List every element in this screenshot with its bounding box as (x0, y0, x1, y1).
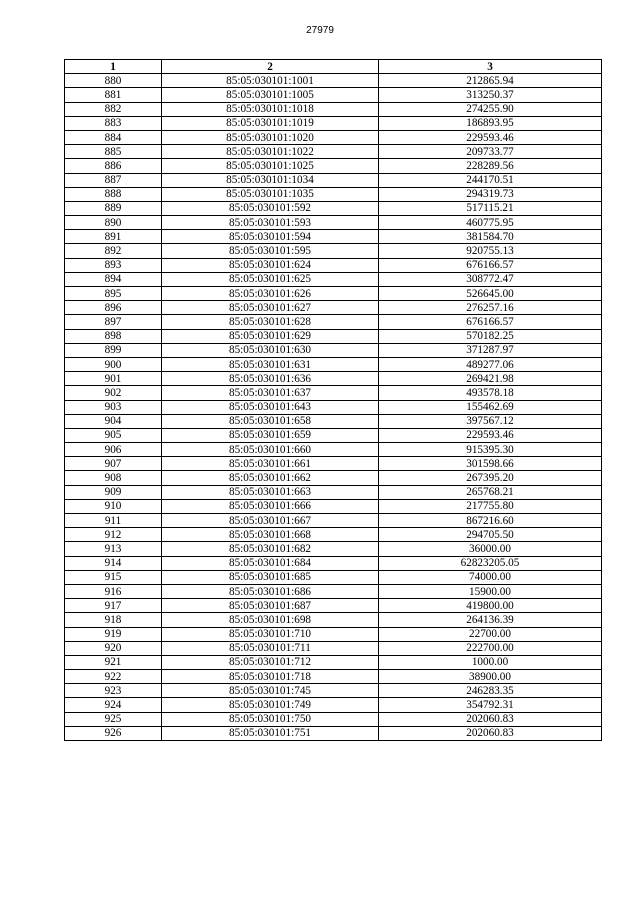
table-row (65, 244, 602, 258)
table-row (65, 145, 602, 159)
row-number-cell: 906 (65, 443, 162, 457)
cadastral-value-cell: 676166.57 (379, 315, 602, 329)
cadastral-number-cell: 85:05:030101:749 (162, 698, 379, 712)
cadastral-number-cell: 85:05:030101:712 (162, 655, 379, 669)
cadastral-value-cell: 570182.25 (379, 329, 602, 343)
cadastral-value-cell: 371287.97 (379, 343, 602, 357)
cadastral-value-cell: 397567.12 (379, 414, 602, 428)
cadastral-value-cell: 209733.77 (379, 145, 602, 159)
table-row (65, 542, 602, 556)
cadastral-number-cell: 85:05:030101:626 (162, 287, 379, 301)
cadastral-number-cell: 85:05:030101:662 (162, 471, 379, 485)
table-row (65, 386, 602, 400)
cadastral-number-cell: 85:05:030101:663 (162, 485, 379, 499)
row-number-cell: 894 (65, 272, 162, 286)
cadastral-value-cell: 867216.60 (379, 514, 602, 528)
cadastral-value-cell: 419800.00 (379, 599, 602, 613)
column-header-1: 1 (65, 60, 162, 74)
cadastral-value-cell: 229593.46 (379, 428, 602, 442)
table-row (65, 471, 602, 485)
cadastral-value-cell: 265768.21 (379, 485, 602, 499)
cadastral-number-cell: 85:05:030101:682 (162, 542, 379, 556)
cadastral-value-table (64, 59, 602, 741)
cadastral-number-cell: 85:05:030101:1019 (162, 116, 379, 130)
cadastral-value-cell: 202060.83 (379, 726, 602, 740)
table-row (65, 684, 602, 698)
cadastral-number-cell: 85:05:030101:661 (162, 457, 379, 471)
table-row (65, 102, 602, 116)
cadastral-value-cell: 920755.13 (379, 244, 602, 258)
row-number-cell: 912 (65, 528, 162, 542)
cadastral-number-cell: 85:05:030101:685 (162, 570, 379, 584)
row-number-cell: 881 (65, 88, 162, 102)
cadastral-number-cell: 85:05:030101:629 (162, 329, 379, 343)
table-row (65, 556, 602, 570)
cadastral-number-cell: 85:05:030101:1034 (162, 173, 379, 187)
table-row (65, 187, 602, 201)
cadastral-value-cell: 301598.66 (379, 457, 602, 471)
row-number-cell: 891 (65, 230, 162, 244)
cadastral-number-cell: 85:05:030101:1022 (162, 145, 379, 159)
row-number-cell: 918 (65, 613, 162, 627)
row-number-cell: 888 (65, 187, 162, 201)
row-number-cell: 911 (65, 514, 162, 528)
cadastral-value-cell: 202060.83 (379, 712, 602, 726)
table-row (65, 499, 602, 513)
row-number-cell: 913 (65, 542, 162, 556)
cadastral-value-cell: 229593.46 (379, 130, 602, 144)
row-number-cell: 892 (65, 244, 162, 258)
cadastral-value-cell: 22700.00 (379, 627, 602, 641)
table-row (65, 343, 602, 357)
table-row (65, 400, 602, 414)
cadastral-value-cell: 62823205.05 (379, 556, 602, 570)
table-row (65, 514, 602, 528)
table-row (65, 329, 602, 343)
cadastral-number-cell: 85:05:030101:659 (162, 428, 379, 442)
cadastral-value-cell: 489277.06 (379, 357, 602, 371)
table-body (65, 74, 602, 741)
cadastral-value-cell: 228289.56 (379, 159, 602, 173)
row-number-cell: 895 (65, 287, 162, 301)
cadastral-value-cell: 244170.51 (379, 173, 602, 187)
cadastral-value-cell: 269421.98 (379, 372, 602, 386)
table-row (65, 584, 602, 598)
cadastral-number-cell: 85:05:030101:628 (162, 315, 379, 329)
table-row (65, 372, 602, 386)
cadastral-number-cell: 85:05:030101:710 (162, 627, 379, 641)
table-row (65, 712, 602, 726)
cadastral-value-cell: 264136.39 (379, 613, 602, 627)
column-header-3: 3 (379, 60, 602, 74)
row-number-cell: 902 (65, 386, 162, 400)
table-row (65, 216, 602, 230)
table-row (65, 698, 602, 712)
cadastral-value-cell: 354792.31 (379, 698, 602, 712)
cadastral-value-cell: 74000.00 (379, 570, 602, 584)
row-number-cell: 889 (65, 201, 162, 215)
cadastral-value-cell: 36000.00 (379, 542, 602, 556)
cadastral-number-cell: 85:05:030101:1018 (162, 102, 379, 116)
row-number-cell: 886 (65, 159, 162, 173)
row-number-cell: 917 (65, 599, 162, 613)
cadastral-number-cell: 85:05:030101:698 (162, 613, 379, 627)
row-number-cell: 900 (65, 357, 162, 371)
row-number-cell: 901 (65, 372, 162, 386)
cadastral-number-cell: 85:05:030101:750 (162, 712, 379, 726)
table-row (65, 443, 602, 457)
cadastral-number-cell: 85:05:030101:711 (162, 641, 379, 655)
row-number-cell: 883 (65, 116, 162, 130)
table-row (65, 528, 602, 542)
cadastral-number-cell: 85:05:030101:594 (162, 230, 379, 244)
table-row (65, 457, 602, 471)
row-number-cell: 921 (65, 655, 162, 669)
cadastral-value-cell: 276257.16 (379, 301, 602, 315)
page-number: 27979 (306, 25, 334, 36)
cadastral-value-cell: 212865.94 (379, 74, 602, 88)
cadastral-number-cell: 85:05:030101:1001 (162, 74, 379, 88)
table-row (65, 627, 602, 641)
cadastral-value-cell: 381584.70 (379, 230, 602, 244)
row-number-cell: 924 (65, 698, 162, 712)
table-row (65, 414, 602, 428)
table-row (65, 130, 602, 144)
row-number-cell: 923 (65, 684, 162, 698)
cadastral-number-cell: 85:05:030101:745 (162, 684, 379, 698)
cadastral-value-cell: 294319.73 (379, 187, 602, 201)
table-row (65, 599, 602, 613)
cadastral-value-cell: 222700.00 (379, 641, 602, 655)
table-row (65, 357, 602, 371)
row-number-cell: 916 (65, 584, 162, 598)
cadastral-number-cell: 85:05:030101:1035 (162, 187, 379, 201)
cadastral-value-cell: 246283.35 (379, 684, 602, 698)
cadastral-value-cell: 15900.00 (379, 584, 602, 598)
table-header (65, 60, 602, 74)
cadastral-number-cell: 85:05:030101:687 (162, 599, 379, 613)
cadastral-number-cell: 85:05:030101:624 (162, 258, 379, 272)
cadastral-number-cell: 85:05:030101:658 (162, 414, 379, 428)
header-row (65, 60, 602, 74)
cadastral-value-cell: 217755.80 (379, 499, 602, 513)
row-number-cell: 925 (65, 712, 162, 726)
row-number-cell: 885 (65, 145, 162, 159)
cadastral-number-cell: 85:05:030101:595 (162, 244, 379, 258)
cadastral-number-cell: 85:05:030101:718 (162, 670, 379, 684)
cadastral-number-cell: 85:05:030101:636 (162, 372, 379, 386)
cadastral-number-cell: 85:05:030101:751 (162, 726, 379, 740)
row-number-cell: 926 (65, 726, 162, 740)
cadastral-value-cell: 274255.90 (379, 102, 602, 116)
row-number-cell: 897 (65, 315, 162, 329)
table-row (65, 88, 602, 102)
cadastral-value-cell: 267395.20 (379, 471, 602, 485)
column-header-2: 2 (162, 60, 379, 74)
row-number-cell: 880 (65, 74, 162, 88)
row-number-cell: 905 (65, 428, 162, 442)
row-number-cell: 922 (65, 670, 162, 684)
table-row (65, 74, 602, 88)
row-number-cell: 893 (65, 258, 162, 272)
table-row (65, 428, 602, 442)
cadastral-number-cell: 85:05:030101:1025 (162, 159, 379, 173)
cadastral-value-cell: 155462.69 (379, 400, 602, 414)
cadastral-number-cell: 85:05:030101:643 (162, 400, 379, 414)
row-number-cell: 899 (65, 343, 162, 357)
cadastral-value-cell: 517115.21 (379, 201, 602, 215)
cadastral-value-cell: 460775.95 (379, 216, 602, 230)
cadastral-number-cell: 85:05:030101:592 (162, 201, 379, 215)
cadastral-value-cell: 308772.47 (379, 272, 602, 286)
row-number-cell: 920 (65, 641, 162, 655)
row-number-cell: 910 (65, 499, 162, 513)
cadastral-value-cell: 915395.30 (379, 443, 602, 457)
row-number-cell: 909 (65, 485, 162, 499)
cadastral-number-cell: 85:05:030101:625 (162, 272, 379, 286)
row-number-cell: 903 (65, 400, 162, 414)
cadastral-number-cell: 85:05:030101:686 (162, 584, 379, 598)
cadastral-value-cell: 526645.00 (379, 287, 602, 301)
table-row (65, 670, 602, 684)
row-number-cell: 884 (65, 130, 162, 144)
row-number-cell: 907 (65, 457, 162, 471)
row-number-cell: 890 (65, 216, 162, 230)
table-row (65, 570, 602, 584)
row-number-cell: 904 (65, 414, 162, 428)
cadastral-value-cell: 1000.00 (379, 655, 602, 669)
table-row (65, 641, 602, 655)
table-row (65, 613, 602, 627)
table-row (65, 287, 602, 301)
table-row (65, 485, 602, 499)
cadastral-value-cell: 313250.37 (379, 88, 602, 102)
table-row (65, 272, 602, 286)
table-row (65, 159, 602, 173)
table-row (65, 201, 602, 215)
table-row (65, 173, 602, 187)
row-number-cell: 914 (65, 556, 162, 570)
row-number-cell: 898 (65, 329, 162, 343)
cadastral-number-cell: 85:05:030101:593 (162, 216, 379, 230)
row-number-cell: 896 (65, 301, 162, 315)
cadastral-value-cell: 294705.50 (379, 528, 602, 542)
row-number-cell: 882 (65, 102, 162, 116)
cadastral-number-cell: 85:05:030101:1005 (162, 88, 379, 102)
table-row (65, 116, 602, 130)
row-number-cell: 919 (65, 627, 162, 641)
table-row (65, 258, 602, 272)
table-row (65, 301, 602, 315)
cadastral-number-cell: 85:05:030101:684 (162, 556, 379, 570)
row-number-cell: 915 (65, 570, 162, 584)
cadastral-number-cell: 85:05:030101:627 (162, 301, 379, 315)
cadastral-number-cell: 85:05:030101:631 (162, 357, 379, 371)
table-row (65, 315, 602, 329)
row-number-cell: 908 (65, 471, 162, 485)
cadastral-number-cell: 85:05:030101:630 (162, 343, 379, 357)
cadastral-number-cell: 85:05:030101:666 (162, 499, 379, 513)
table-row (65, 230, 602, 244)
cadastral-number-cell: 85:05:030101:1020 (162, 130, 379, 144)
cadastral-number-cell: 85:05:030101:667 (162, 514, 379, 528)
table-row (65, 655, 602, 669)
cadastral-number-cell: 85:05:030101:637 (162, 386, 379, 400)
row-number-cell: 887 (65, 173, 162, 187)
cadastral-value-cell: 676166.57 (379, 258, 602, 272)
cadastral-number-cell: 85:05:030101:668 (162, 528, 379, 542)
cadastral-value-cell: 493578.18 (379, 386, 602, 400)
cadastral-value-cell: 186893.95 (379, 116, 602, 130)
cadastral-number-cell: 85:05:030101:660 (162, 443, 379, 457)
cadastral-value-cell: 38900.00 (379, 670, 602, 684)
table-row (65, 726, 602, 740)
